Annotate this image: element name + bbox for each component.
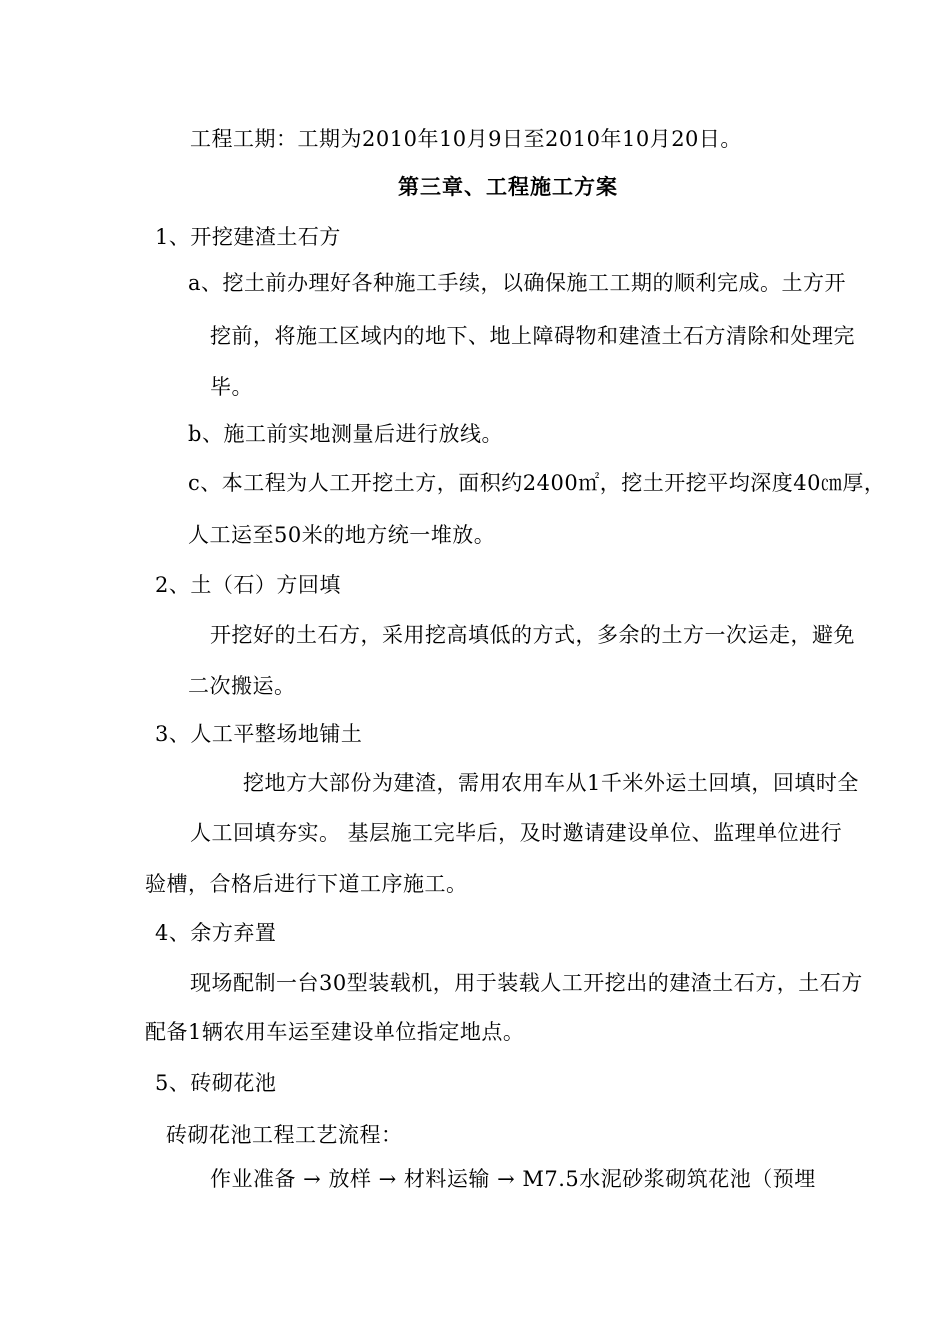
section-2-para-line-2: 二次搬运。 xyxy=(188,674,296,698)
section-4-para-line-2: 配备1辆农用车运至建设单位指定地点。 xyxy=(145,1020,525,1044)
section-2-heading: 2、土（石）方回填 xyxy=(155,573,341,597)
section-2-para-line-1: 开挖好的土石方，采用挖高填低的方式，多余的土方一次运走，避免 xyxy=(210,623,855,647)
section-1-heading: 1、开挖建渣土石方 xyxy=(155,225,341,249)
section-4-para-line-1: 现场配制一台30型装载机，用于装载人工开挖出的建渣土石方，土石方 xyxy=(190,971,863,995)
section-3-para-line-3: 验槽，合格后进行下道工序施工。 xyxy=(145,872,468,896)
item-c-line-2: 人工运至50米的地方统一堆放。 xyxy=(188,523,496,547)
section-3-para-line-2: 人工回填夯实。 基层施工完毕后，及时邀请建设单位、监理单位进行 xyxy=(190,821,843,845)
item-a-line-1: a、挖土前办理好各种施工手续，以确保施工工期的顺利完成。土方开 xyxy=(188,271,847,295)
item-a-line-3: 毕。 xyxy=(210,375,253,399)
section-4-heading: 4、余方弃置 xyxy=(155,921,277,945)
chapter-heading: 第三章、工程施工方案 xyxy=(398,174,618,199)
process-flow-line: 作业准备 → 放样 → 材料运输 → M7.5水泥砂浆砌筑花池（预埋 xyxy=(210,1167,816,1191)
section-5-heading: 5、砖砌花池 xyxy=(155,1071,277,1095)
item-b-line: b、施工前实地测量后进行放线。 xyxy=(188,422,503,446)
item-c-line-1: c、本工程为人工开挖土方，面积约2400㎡，挖土开挖平均深度40㎝厚， xyxy=(188,471,886,495)
item-a-line-2: 挖前，将施工区域内的地下、地上障碍物和建渣土石方清除和处理完 xyxy=(210,324,855,348)
section-3-para-line-1: 挖地方大部份为建渣，需用农用车从1千米外运土回填，回填时全 xyxy=(243,771,859,795)
section-5-subheading: 砖砌花池工程工艺流程： xyxy=(166,1123,403,1147)
section-3-heading: 3、人工平整场地铺土 xyxy=(155,722,363,746)
schedule-line: 工程工期：工期为2010年10月9日至2010年10月20日。 xyxy=(190,127,742,151)
